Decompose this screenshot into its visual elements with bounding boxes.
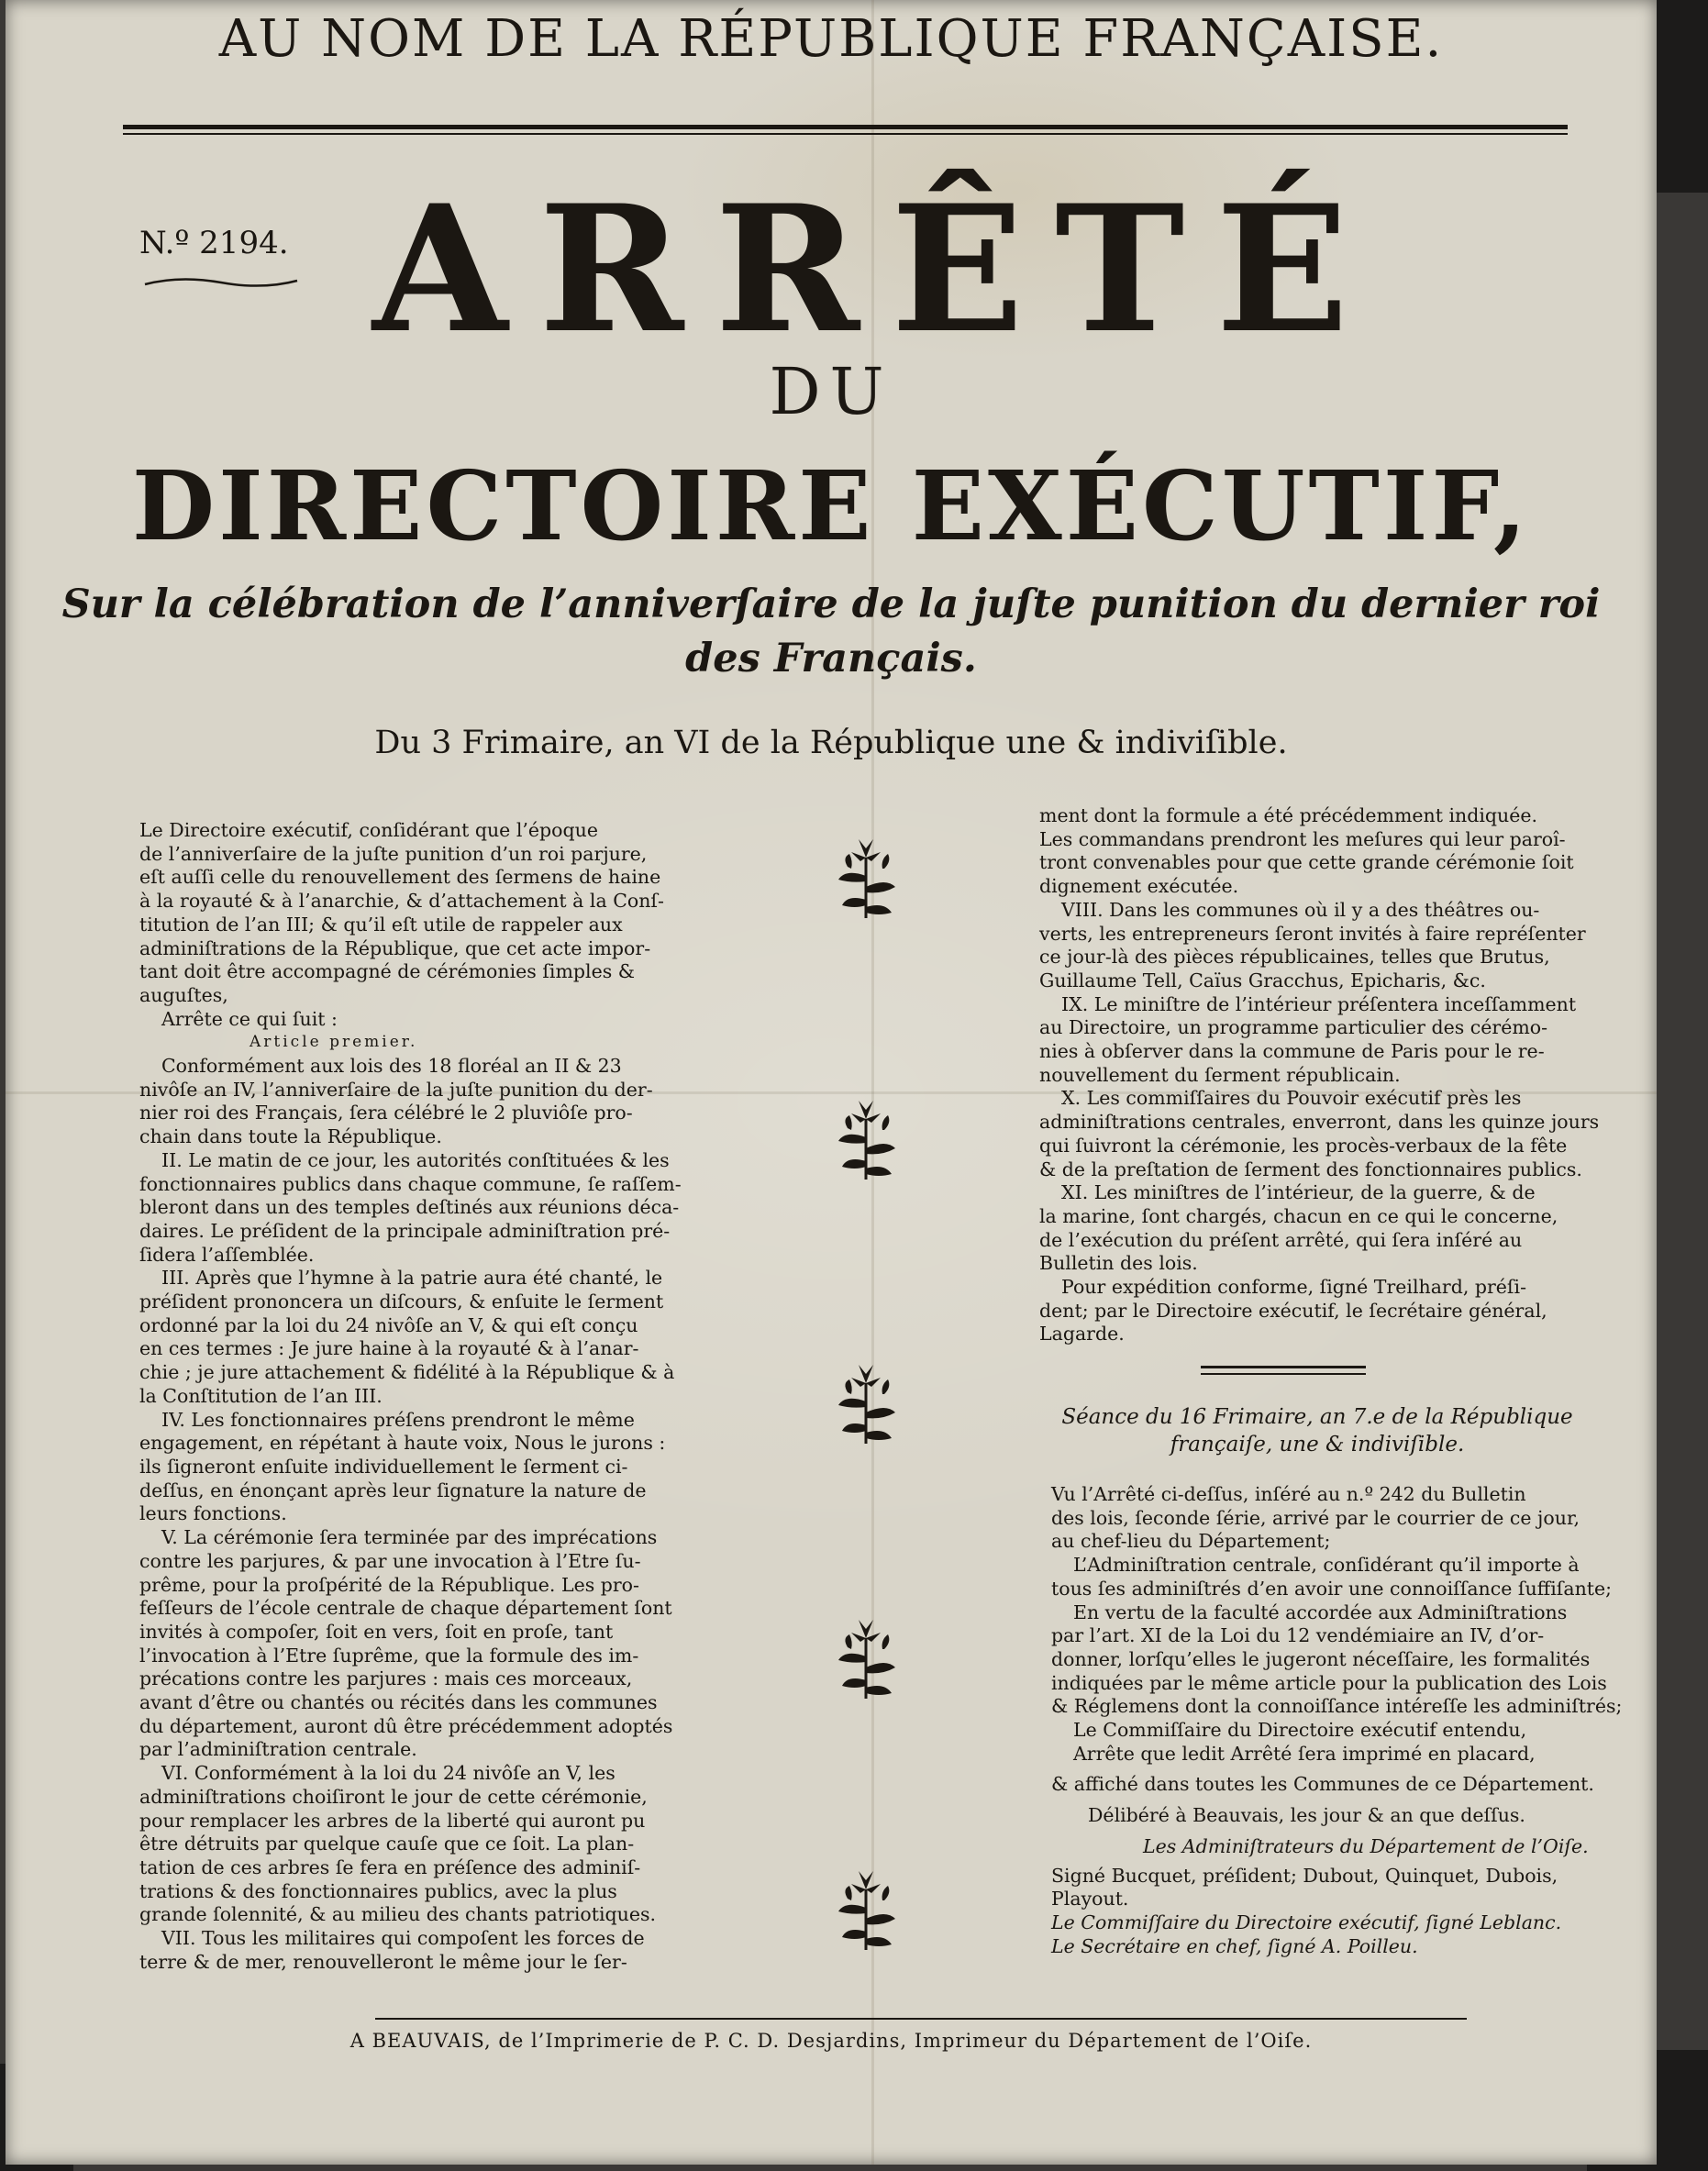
text-line: & de la preſtation de ſerment des fonctionnaires publics. — [1039, 1157, 1582, 1180]
text-line: indiquées par le même article pour la publication des Lois — [1051, 1671, 1607, 1694]
text-line: Le Directoire exécutif, conſidérant que l’époque — [139, 819, 598, 841]
text-line: la marine, ſont chargés, chacun en ce qui le concerne, — [1039, 1204, 1558, 1227]
subtitle-line-1: Sur la célébration de l’anniverſaire de la juſte punition du dernier roi — [61, 582, 1601, 627]
text-line: Arrête que ledit Arrêté ſera imprimé en placard, — [1073, 1742, 1536, 1765]
left-column — [139, 819, 682, 1974]
seance-line-2: françaiſe, une & indiviſible. — [1170, 1433, 1465, 1457]
seance-line-1: Séance du 16 Frimaire, an 7.e de la République — [1061, 1405, 1573, 1429]
right-column-bottom — [1051, 1483, 1622, 1958]
flower-ornament-icon — [829, 830, 903, 918]
text-line: invités à compoſer, ſoit en vers, ſoit en proſe, tant — [139, 1620, 614, 1643]
text-line: VII. Tous les militaires qui compoſent les forces de — [161, 1927, 645, 1950]
text-line: Pour expédition conforme, ſigné Treilhard, préſi- — [1061, 1276, 1527, 1299]
text-line: X. Les commiſſaires du Pouvoir exécutif près les — [1061, 1087, 1522, 1110]
text-line: eſt auſſi celle du renouvellement des ſermens de haine — [139, 866, 661, 889]
text-line: grande ſolennité, & au milieu des chants patriotiques. — [139, 1903, 657, 1926]
text-line: tous ſes adminiſtrés d’en avoir une connoiſſance ſuffiſante; — [1051, 1577, 1613, 1600]
text-line: terre & de mer, renouvelleront le même jour le ſer- — [139, 1950, 627, 1973]
text-line: pour remplacer les arbres de la liberté qui auront pu — [139, 1809, 646, 1832]
text-line: ſidera l’aſſemblée. — [139, 1243, 315, 1266]
text-line: de l’exécution du préſent arrêté, qui ſera inſéré au — [1039, 1228, 1523, 1251]
text-line: Guillaume Tell, Caïus Gracchus, Epicharis, &c. — [1039, 969, 1486, 991]
text-line: IV. Les fonctionnaires préſens prendront le même — [161, 1408, 635, 1431]
decree-date: Du 3 Frimaire, an VI de la République une & indiviſible. — [374, 725, 1288, 761]
title-directoire: DIRECTOIRE EXÉCUTIF, — [131, 449, 1531, 562]
text-line: au Directoire, un programme particulier des cérémo- — [1039, 1016, 1548, 1039]
text-line: VI. Conformément à la loi du 24 nivôſe an V, les — [161, 1762, 616, 1785]
text-line: nivôſe an IV, l’anniverſaire de la juſte punition du der- — [139, 1078, 653, 1101]
decree-number: N.º 2194. — [139, 225, 289, 261]
text-line: III. Après que l’hymne à la patrie aura été chanté, le — [161, 1267, 663, 1290]
text-line: par l’adminiſtration centrale. — [139, 1738, 417, 1761]
text-line: fonctionnaires publics dans chaque commune, ſe raſſem- — [139, 1172, 682, 1195]
flower-ornament-icon — [829, 1862, 903, 1950]
text-line: Les Adminiſtrateurs du Département de l’Oiſe. — [1143, 1834, 1589, 1857]
text-line: feſſeurs de l’école centrale de chaque département ſont — [139, 1597, 672, 1620]
text-line: Playout. — [1051, 1888, 1129, 1911]
text-line: tant doit être accompagné de cérémonies ſimples & — [139, 960, 635, 983]
title-arrete: ARRÊTÉ — [372, 167, 1381, 371]
text-line: ils ſigneront enſuite individuellement le ſerment ci- — [139, 1455, 628, 1478]
text-line: l’invocation à l’Etre ſuprême, que la formule des im- — [139, 1644, 639, 1667]
text-line: au chef-lieu du Département; — [1051, 1530, 1331, 1553]
footer-rule — [375, 2018, 1467, 2020]
seance-heading — [1015, 1403, 1620, 1458]
text-line: Arrête ce qui ſuit : — [161, 1007, 338, 1030]
text-line: nies à obſerver dans la commune de Paris pour le re- — [1039, 1040, 1545, 1063]
text-line: engagement, en répétant à haute voix, Nous le jurons : — [139, 1432, 666, 1455]
text-line: bleront dans un des temples deſtinés aux réunions déca- — [139, 1196, 680, 1219]
text-line: tation de ces arbres ſe fera en préſence des adminiſ- — [139, 1855, 641, 1878]
right-column-top — [1039, 804, 1599, 1346]
text-line: XI. Les miniſtres de l’intérieur, de la guerre, & de — [1061, 1181, 1536, 1204]
text-line: L’Adminiſtration centrale, conſidérant qu’il importe à — [1073, 1554, 1580, 1577]
section-rule-top — [1201, 1366, 1366, 1368]
section-rule-bottom — [1201, 1373, 1366, 1375]
flower-ornament-icon — [829, 1611, 903, 1699]
text-line: du département, auront dû être précédemment adoptés — [139, 1714, 673, 1737]
text-line: adminiſtrations de la République, que cet acte impor- — [139, 936, 651, 959]
header-republique: AU NOM DE LA RÉPUBLIQUE FRANÇAISE. — [218, 9, 1444, 69]
subtitle-line-2: des Français. — [685, 636, 977, 681]
text-line: adminiſtrations choiſiront le jour de cette cérémonie, — [139, 1785, 648, 1808]
text-line: adminiſtrations centrales, enverront, dans les quinze jours — [1039, 1111, 1600, 1134]
number-flourish — [143, 273, 299, 292]
text-line: Délibéré à Beauvais, les jour & an que deſſus. — [1088, 1804, 1525, 1827]
text-line: chain dans toute la République. — [139, 1125, 442, 1148]
text-line: ce jour-là des pièces républicaines, telles que Brutus, — [1039, 946, 1550, 969]
text-line: deſſus, en énonçant après leur ſignature la nature de — [139, 1479, 647, 1501]
text-line: préſident prononcera un diſcours, & enſuite le ſerment — [139, 1290, 664, 1313]
printer-footer: A BEAUVAIS, de l’Imprimerie de P. C. D. Desjardins, Imprimeur du Département de l’Oiſe. — [349, 2030, 1313, 2052]
text-line: qui ſuivront la cérémonie, les procès-verbaux de la fête — [1039, 1134, 1568, 1157]
text-line: en ces termes : Je jure haine à la royauté & à l’anar- — [139, 1337, 639, 1360]
text-line: tront convenables pour que cette grande cérémonie ſoit — [1039, 851, 1574, 874]
text-line: dignement exécutée. — [1039, 875, 1239, 898]
text-line: être détruits par quelque cauſe que ce ſoit. La plan- — [139, 1833, 635, 1855]
text-line: ment dont la formule a été précédemment indiquée. — [1039, 804, 1538, 826]
text-line: ordonné par la loi du 24 nivôſe an V, & qui eſt conçu — [139, 1313, 638, 1336]
text-line: Le Secrétaire en chef, ſigné A. Poilleu. — [1051, 1934, 1418, 1957]
text-line: la Conſtitution de l’an III. — [139, 1384, 383, 1407]
text-line: Signé Bucquet, préſident; Dubout, Quinquet, Dubois, — [1051, 1864, 1558, 1887]
text-line: daires. Le préſident de la principale adminiſtration pré- — [139, 1219, 671, 1242]
text-line: Lagarde. — [1039, 1323, 1125, 1346]
text-line: par l’art. XI de la Loi du 12 vendémiaire an IV, d’or- — [1051, 1624, 1545, 1647]
text-line: nier roi des Français, ſera célébré le 2 pluviôſe pro- — [139, 1102, 633, 1124]
text-line: IX. Le miniſtre de l’intérieur préſentera inceſſamment — [1061, 992, 1577, 1015]
poster-paper — [6, 0, 1657, 2165]
text-line: de l’anniverſaire de la juſte punition d’un roi parjure, — [139, 842, 648, 865]
text-line: contre les parjures, & par une invocation à l’Etre ſu- — [139, 1549, 641, 1572]
text-line: Article premier. — [250, 1033, 418, 1052]
text-line: leurs fonctions. — [139, 1502, 287, 1525]
text-line: VIII. Dans les communes où il y a des théâtres ou- — [1061, 898, 1540, 921]
text-line: & Réglemens dont la connoiſſance intéreſſe les adminiſtrés; — [1051, 1695, 1623, 1718]
flower-ornament-icon — [829, 1091, 903, 1180]
text-line: V. La cérémonie ſera terminée par des imprécations — [161, 1526, 658, 1549]
text-line: titution de l’an III; & qu’il eſt utile de rappeler aux — [139, 913, 623, 936]
text-line: Vu l’Arrêté ci-deſſus, inſéré au n.º 242 du Bulletin — [1051, 1483, 1526, 1505]
text-line: Bulletin des lois. — [1039, 1252, 1198, 1275]
text-line: verts, les entrepreneurs ſeront invités à faire repréſenter — [1039, 922, 1586, 945]
text-line: chie ; je jure attachement & fidélité à la République & à — [139, 1361, 675, 1384]
text-line: avant d’être ou chantés ou récités dans les communes — [139, 1691, 658, 1714]
text-line: auguſtes, — [139, 983, 228, 1006]
text-line: des lois, ſeconde ſérie, arrivé par le courrier de ce jour, — [1051, 1506, 1580, 1529]
text-line: Conformément aux lois des 18 floréal an II & 23 — [161, 1055, 622, 1078]
text-line: dent; par le Directoire exécutif, le ſecrétaire général, — [1039, 1299, 1547, 1322]
text-line: trations & des fonctionnaires publics, avec la plus — [139, 1879, 617, 1902]
text-line: II. Le matin de ce jour, les autorités conſtituées & les — [161, 1148, 670, 1171]
text-line: prême, pour la proſpérité de la République. Les pro- — [139, 1573, 639, 1596]
text-line: Le Commiſſaire du Directoire exécutif, ſigné Leblanc. — [1051, 1911, 1562, 1933]
text-line: En vertu de la faculté accordée aux Adminiſtrations — [1073, 1601, 1568, 1623]
text-line: précations contre les parjures : mais ces morceaux, — [139, 1667, 633, 1690]
text-line: & affiché dans toutes les Communes de ce Département. — [1051, 1773, 1594, 1796]
text-line: à la royauté & à l’anarchie, & d’attachement à la Conſ- — [139, 890, 664, 913]
title-du: DU — [769, 354, 893, 429]
text-line: Le Commiſſaire du Directoire exécutif entendu, — [1073, 1719, 1527, 1742]
text-line: Les commandans prendront les meſures qui leur paroî- — [1039, 827, 1566, 850]
header-thick-rule — [123, 125, 1568, 129]
text-line: donner, lorſqu’elles le jugeront néceſſaire, les formalités — [1051, 1647, 1591, 1670]
text-line: nouvellement du ſerment républicain. — [1039, 1063, 1401, 1086]
header-thin-rule — [123, 133, 1568, 135]
flower-ornament-icon — [829, 1356, 903, 1444]
